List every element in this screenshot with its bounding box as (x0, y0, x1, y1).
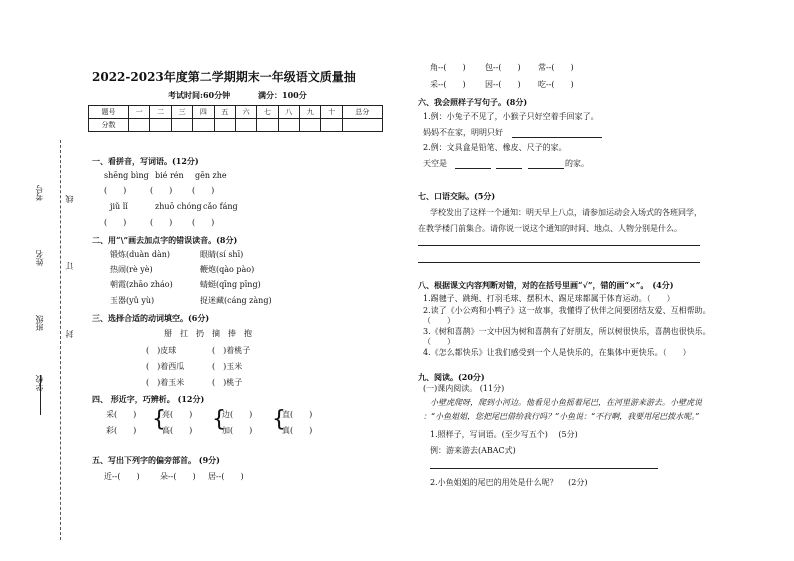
score-cell[interactable] (171, 119, 192, 132)
score-header-cell: 七 (257, 106, 278, 119)
example-sentence-1: 1.例：小兔子不见了，小猴子只好空着手回家了。 (423, 112, 599, 121)
char-pair-item[interactable]: 直( ) (282, 410, 313, 419)
score-header-cell: 题号 (89, 106, 129, 119)
exam-no-label: 考号 (35, 185, 44, 201)
answer-line[interactable] (430, 468, 658, 469)
score-header-cell: 三 (171, 106, 192, 119)
score-header-cell: 六 (235, 106, 256, 119)
pronunciation-item[interactable]: 蜻蜓(qīng pīng) (200, 280, 261, 289)
pronunciation-item[interactable]: 锻炼(duàn dàn) (110, 250, 171, 259)
answer-blank[interactable]: ( ) (192, 186, 215, 195)
pronunciation-item[interactable]: 玉器(yǔ yù) (110, 296, 155, 305)
notice-text-1: 学校发出了这样一个通知：明天早上八点，请参加运动会入场式的各班同学， (430, 208, 702, 217)
pinyin-6: cǎo fáng (203, 202, 238, 211)
binding-line (60, 140, 61, 540)
question-1: 1.照样子，写词语。(至少写五个) (5分) (430, 430, 578, 439)
judge-paren[interactable]: （ ） (423, 337, 455, 346)
answer-blank[interactable]: ( ) (104, 218, 127, 227)
section6-title: 六、我会照样子写句子。(8分) (418, 97, 528, 107)
answer-line[interactable] (512, 137, 602, 138)
score-cell[interactable] (321, 119, 342, 132)
exam-time: 考试时间:60分钟 (168, 90, 231, 100)
score-cell[interactable] (257, 119, 278, 132)
char-pair-item[interactable]: 高( ) (162, 426, 193, 435)
passage-line-1: 小壁虎爬呀，爬到小河边。他看见小鱼摇着尾巴，在河里游来游去。小壁虎说 (430, 398, 702, 407)
verb-item[interactable]: ( )皮球 (146, 346, 177, 355)
answer-line[interactable] (455, 168, 491, 169)
section9-title: 九、阅读。(20分) (418, 372, 485, 382)
section1-title: 一、看拼音，写词语。(12分) (92, 156, 199, 166)
pronunciation-item[interactable]: 鞭炮(qào pào) (200, 265, 255, 274)
section7-title: 七、口语交际。(5分) (418, 191, 496, 201)
brace-icon: { (212, 407, 226, 432)
char-pair-item[interactable]: 采( ) (106, 410, 137, 419)
score-header-cell: 九 (300, 106, 321, 119)
score-cell[interactable] (193, 119, 214, 132)
judge-item[interactable]: 4.《怎么都快乐》让我们感受到一个人是快乐的，在集体中更快乐。（ ） (423, 348, 691, 357)
radical-item[interactable]: 居--( ) (208, 472, 244, 481)
section3-title: 三、选择合适的动词填空。(6分) (92, 313, 210, 323)
answer-line[interactable] (496, 168, 522, 169)
pinyin-5: zhuō chóng (155, 202, 202, 211)
pinyin-4: jiǔ lǐ (110, 202, 128, 211)
pinyin-3: gēn zhe (195, 171, 227, 180)
pronunciation-item[interactable]: 捉迷藏(cáng zàng) (200, 296, 272, 305)
score-cell[interactable] (278, 119, 299, 132)
score-cell[interactable] (214, 119, 235, 132)
radical-item[interactable]: 朵--( ) (160, 472, 196, 481)
passage-line-2: ：“小鱼姐姐，您把尾巴借给我行吗？”小鱼说：“不行啊，我要用尾巴拨水呢。” (423, 412, 700, 421)
section5-title: 五、写出下列字的偏旁部首。 (9分) (92, 455, 220, 465)
answer-blank[interactable]: ( ) (150, 186, 173, 195)
score-cell[interactable] (300, 119, 321, 132)
answer-blank[interactable]: ( ) (104, 186, 127, 195)
pronunciation-item[interactable]: 眼睛(sí shī) (200, 250, 244, 259)
radical-item[interactable]: 角--( ) (430, 63, 466, 72)
example-sentence-2: 2.例：文具盒是铅笔、橡皮、尺子的家。 (423, 143, 567, 152)
ding-mark: 订 (65, 262, 74, 270)
full-score: 满分：100分 (258, 90, 307, 100)
pronunciation-item[interactable]: 朝霞(zhāo zháo) (110, 280, 173, 289)
radical-item[interactable]: 常--( ) (538, 63, 574, 72)
section4-title: 四、 形近字，巧辨析。 (12分) (92, 394, 205, 404)
pronunciation-item[interactable]: 热闹(rè yè) (110, 265, 153, 274)
answer-line[interactable] (418, 262, 700, 263)
question-1-example: 例：游来游去(ABAC式) (430, 446, 516, 455)
sentence-prompt-1: 妈妈不在家，明明只好 (423, 128, 503, 137)
section8-title: 八、根据课文内容判断对错，对的在括号里画“√”，错的画“×”。 (4分) (418, 280, 674, 290)
brace-icon: { (152, 407, 166, 432)
name-label: 姓名 (35, 250, 44, 266)
verb-item[interactable]: ( )玉米 (212, 362, 243, 371)
score-header-cell: 八 (278, 106, 299, 119)
radical-item[interactable]: 吃--( ) (538, 80, 574, 89)
score-cell[interactable] (235, 119, 256, 132)
verb-item[interactable]: ( )着西瓜 (146, 362, 185, 371)
score-table (88, 105, 383, 132)
feng-mark: 封 (65, 330, 74, 338)
score-header-cell: 一 (129, 106, 150, 119)
judge-item[interactable]: 1.踢毽子、跳绳、打羽毛球、摆积木、踢足球都属于体育运动。（ ） (423, 294, 675, 303)
verb-choices: 掰 扛 扔 摘 捧 抱 (164, 329, 252, 338)
question-2: 2.小鱼姐姐的尾巴的用处是什么呢？ (2分) (430, 478, 588, 487)
answer-line[interactable] (418, 245, 700, 246)
pinyin-1: shēng bìng (104, 171, 149, 180)
judge-item[interactable]: 2.读了《小公鸡和小鸭子》这一故事，我懂得了伙伴之间要团结友爱、互相帮助。 (423, 306, 711, 315)
verb-item[interactable]: ( )着桃子 (212, 346, 251, 355)
notice-text-2: 在教学楼门前集合。请你说一说这个通知的时间、地点、人物分别是什么。 (418, 224, 682, 233)
school-label: 学校 (35, 375, 44, 391)
score-header-cell: 十 (321, 106, 342, 119)
verb-item[interactable]: ( )桃子 (212, 378, 243, 387)
school-blank (40, 375, 41, 415)
pinyin-2: bié rén (155, 171, 184, 180)
class-label: 班级 (35, 315, 44, 331)
score-header-cell: 五 (214, 106, 235, 119)
brace-icon: { (272, 407, 286, 432)
score-cell[interactable] (129, 119, 150, 132)
answer-line[interactable] (528, 168, 564, 169)
judge-paren[interactable]: （ ） (423, 316, 455, 325)
score-header-cell: 总分 (342, 106, 382, 119)
score-cell[interactable] (342, 119, 382, 132)
char-pair-item[interactable]: 加( ) (222, 426, 253, 435)
score-header-cell: 二 (150, 106, 171, 119)
exam-title: 2022-2023年度第二学期期末一年级语文质量抽 (92, 70, 356, 84)
char-pair-item[interactable]: 彩( ) (106, 426, 137, 435)
reading-subtitle: (一)课内阅读。 (11分) (423, 384, 505, 393)
xian-mark: 线 (65, 195, 74, 203)
judge-item[interactable]: 3.《树和喜鹊》一文中因为树和喜鹊有了好朋友，所以树很快乐，喜鹊也很快乐。 (423, 327, 711, 336)
score-header-cell: 四 (193, 106, 214, 119)
char-pair-item[interactable]: 边( ) (222, 410, 253, 419)
radical-item[interactable]: 近--( ) (104, 472, 140, 481)
section2-title: 二、用“\”画去加点字的错误读音。(8分) (92, 235, 238, 245)
char-pair-item[interactable]: 真( ) (282, 426, 313, 435)
radical-item[interactable]: 因--( ) (485, 80, 521, 89)
answer-blank[interactable]: ( ) (150, 218, 173, 227)
sentence-suffix: 的家。 (565, 159, 589, 168)
score-cell[interactable] (150, 119, 171, 132)
answer-blank[interactable]: ( ) (192, 218, 215, 227)
score-row-label: 分数 (89, 119, 129, 132)
radical-item[interactable]: 采--( ) (430, 80, 466, 89)
char-pair-item[interactable]: 亮( ) (162, 410, 193, 419)
radical-item[interactable]: 包--( ) (485, 63, 521, 72)
sentence-prompt-2: 天空是 (423, 159, 447, 168)
verb-item[interactable]: ( )着玉米 (146, 378, 185, 387)
